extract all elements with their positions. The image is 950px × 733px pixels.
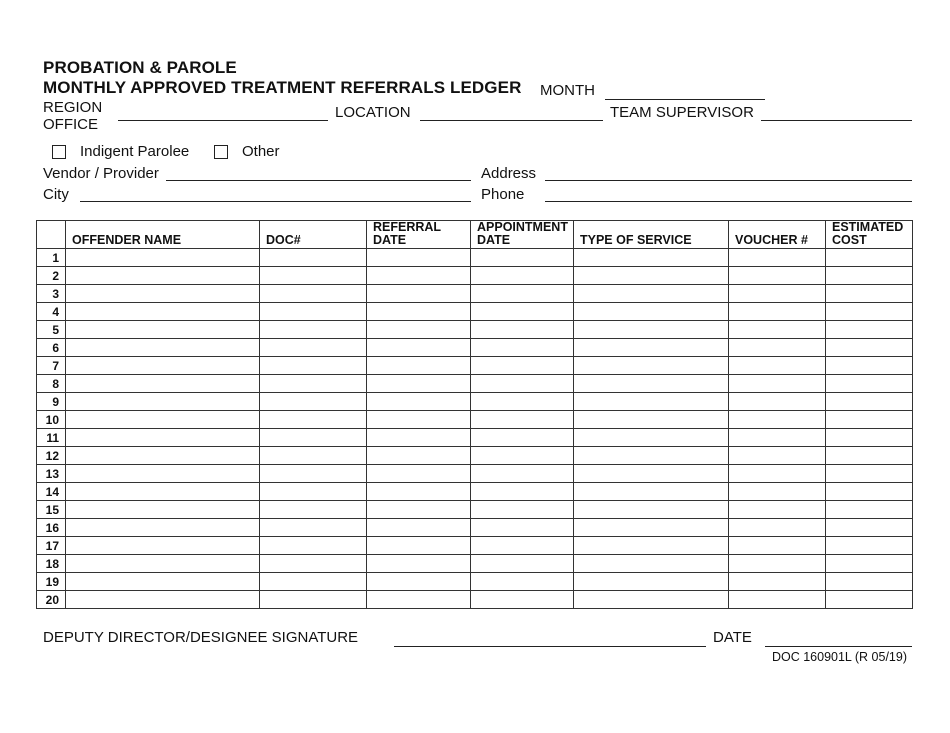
type-of-service-cell[interactable] bbox=[574, 357, 729, 375]
row-number: 20 bbox=[37, 591, 66, 609]
type-of-service-cell[interactable] bbox=[574, 285, 729, 303]
row-number: 10 bbox=[37, 411, 66, 429]
row-number: 8 bbox=[37, 375, 66, 393]
type-of-service-cell[interactable] bbox=[574, 501, 729, 519]
doc-number-cell[interactable] bbox=[260, 393, 367, 411]
row-number: 11 bbox=[37, 429, 66, 447]
type-of-service-cell[interactable] bbox=[574, 393, 729, 411]
row-number: 5 bbox=[37, 321, 66, 339]
voucher-number-cell[interactable] bbox=[729, 339, 826, 357]
type-of-service-cell[interactable] bbox=[574, 249, 729, 267]
table-row bbox=[37, 429, 913, 447]
form-title-line1: PROBATION & PAROLE bbox=[43, 58, 237, 77]
referral-date-cell[interactable] bbox=[367, 537, 471, 555]
table-row bbox=[37, 321, 913, 339]
appointment-date-cell[interactable] bbox=[471, 249, 574, 267]
row-number: 16 bbox=[37, 519, 66, 537]
table-row bbox=[37, 519, 913, 537]
row-number: 2 bbox=[37, 267, 66, 285]
form-title-line2: MONTHLY APPROVED TREATMENT REFERRALS LEDGER bbox=[43, 78, 522, 97]
referral-date-cell[interactable] bbox=[367, 321, 471, 339]
table-row bbox=[37, 483, 913, 501]
doc-number-cell[interactable] bbox=[260, 519, 367, 537]
referral-date-cell[interactable] bbox=[367, 555, 471, 573]
voucher-number-cell[interactable] bbox=[729, 429, 826, 447]
appointment-date-header bbox=[471, 221, 574, 249]
estimated-cost-cell[interactable] bbox=[826, 249, 913, 267]
table-row bbox=[37, 501, 913, 519]
type-of-service-cell[interactable] bbox=[574, 591, 729, 609]
appointment-date-cell[interactable] bbox=[471, 303, 574, 321]
location-label: LOCATION bbox=[335, 104, 411, 121]
vendor-provider-label: Vendor / Provider bbox=[43, 165, 159, 182]
row-number: 17 bbox=[37, 537, 66, 555]
appointment-date-cell[interactable] bbox=[471, 339, 574, 357]
appointment-date-cell[interactable] bbox=[471, 393, 574, 411]
column-header-text: APPOINTMENT bbox=[477, 220, 568, 234]
doc-number-cell[interactable] bbox=[260, 429, 367, 447]
table-body bbox=[37, 249, 913, 609]
voucher-number-cell[interactable] bbox=[729, 537, 826, 555]
date-field[interactable] bbox=[765, 646, 912, 647]
date-label: DATE bbox=[713, 629, 752, 646]
type-of-service-cell[interactable] bbox=[574, 465, 729, 483]
column-header-text: REFERRAL bbox=[373, 220, 442, 234]
estimated-cost-cell[interactable] bbox=[826, 267, 913, 285]
offender-name-cell[interactable] bbox=[66, 591, 260, 609]
column-header-text: TYPE OF SERVICE bbox=[580, 233, 692, 247]
appointment-date-cell[interactable] bbox=[471, 501, 574, 519]
appointment-date-cell[interactable] bbox=[471, 483, 574, 501]
offender-name-header bbox=[66, 221, 260, 249]
row-number: 13 bbox=[37, 465, 66, 483]
type-of-service-cell[interactable] bbox=[574, 429, 729, 447]
doc-number-cell[interactable] bbox=[260, 357, 367, 375]
offender-name-cell[interactable] bbox=[66, 339, 260, 357]
estimated-cost-cell[interactable] bbox=[826, 375, 913, 393]
form-code: DOC 160901L (R 05/19) bbox=[771, 650, 907, 664]
table-row bbox=[37, 591, 913, 609]
offender-name-cell[interactable] bbox=[66, 447, 260, 465]
row-number: 15 bbox=[37, 501, 66, 519]
referral-date-cell[interactable] bbox=[367, 411, 471, 429]
signature-field[interactable] bbox=[394, 646, 706, 647]
doc-number-cell[interactable] bbox=[260, 249, 367, 267]
doc-number-cell[interactable] bbox=[260, 411, 367, 429]
doc-number-header bbox=[260, 221, 367, 249]
phone-label: Phone bbox=[481, 186, 525, 203]
referral-date-cell[interactable] bbox=[367, 267, 471, 285]
voucher-number-cell[interactable] bbox=[729, 465, 826, 483]
offender-name-cell[interactable] bbox=[66, 411, 260, 429]
month-field[interactable] bbox=[605, 99, 765, 100]
voucher-number-cell[interactable] bbox=[729, 591, 826, 609]
offender-name-cell[interactable] bbox=[66, 537, 260, 555]
type-of-service-cell[interactable] bbox=[574, 519, 729, 537]
appointment-date-cell[interactable] bbox=[471, 537, 574, 555]
offender-name-cell[interactable] bbox=[66, 555, 260, 573]
doc-number-cell[interactable] bbox=[260, 591, 367, 609]
offender-name-cell[interactable] bbox=[66, 285, 260, 303]
table-header-row bbox=[37, 221, 913, 249]
offender-name-cell[interactable] bbox=[66, 429, 260, 447]
table-row bbox=[37, 357, 913, 375]
column-header-text: ESTIMATED bbox=[832, 220, 904, 234]
appointment-date-cell[interactable] bbox=[471, 357, 574, 375]
referral-date-cell[interactable] bbox=[367, 375, 471, 393]
vendor-provider-field[interactable] bbox=[166, 180, 471, 181]
row-number: 18 bbox=[37, 555, 66, 573]
row-number: 1 bbox=[37, 249, 66, 267]
referral-date-cell[interactable] bbox=[367, 501, 471, 519]
row-number: 14 bbox=[37, 483, 66, 501]
appointment-date-cell[interactable] bbox=[471, 573, 574, 591]
appointment-date-cell[interactable] bbox=[471, 429, 574, 447]
type-of-service-cell[interactable] bbox=[574, 411, 729, 429]
estimated-cost-cell[interactable] bbox=[826, 339, 913, 357]
voucher-number-cell[interactable] bbox=[729, 303, 826, 321]
referral-date-cell[interactable] bbox=[367, 447, 471, 465]
doc-number-cell[interactable] bbox=[260, 501, 367, 519]
estimated-cost-cell[interactable] bbox=[826, 555, 913, 573]
offender-name-cell[interactable] bbox=[66, 393, 260, 411]
referral-date-cell[interactable] bbox=[367, 519, 471, 537]
type-of-service-cell[interactable] bbox=[574, 267, 729, 285]
table-row bbox=[37, 267, 913, 285]
estimated-cost-cell[interactable] bbox=[826, 393, 913, 411]
appointment-date-cell[interactable] bbox=[471, 375, 574, 393]
voucher-number-cell[interactable] bbox=[729, 483, 826, 501]
voucher-number-cell[interactable] bbox=[729, 393, 826, 411]
appointment-date-cell[interactable] bbox=[471, 267, 574, 285]
estimated-cost-cell[interactable] bbox=[826, 411, 913, 429]
estimated-cost-cell[interactable] bbox=[826, 483, 913, 501]
voucher-number-cell[interactable] bbox=[729, 501, 826, 519]
table-row bbox=[37, 303, 913, 321]
column-header-text: COST bbox=[832, 233, 867, 247]
type-of-service-cell[interactable] bbox=[574, 339, 729, 357]
table-row bbox=[37, 339, 913, 357]
table-row bbox=[37, 375, 913, 393]
estimated-cost-cell[interactable] bbox=[826, 303, 913, 321]
column-header-text: OFFENDER NAME bbox=[72, 233, 182, 247]
estimated-cost-cell[interactable] bbox=[826, 591, 913, 609]
voucher-number-cell[interactable] bbox=[729, 447, 826, 465]
row-number: 19 bbox=[37, 573, 66, 591]
row-number: 9 bbox=[37, 393, 66, 411]
type-of-service-cell[interactable] bbox=[574, 303, 729, 321]
row-number: 6 bbox=[37, 339, 66, 357]
doc-number-cell[interactable] bbox=[260, 573, 367, 591]
type-of-service-header bbox=[574, 221, 729, 249]
estimated-cost-cell[interactable] bbox=[826, 465, 913, 483]
offender-name-cell[interactable] bbox=[66, 573, 260, 591]
type-of-service-cell[interactable] bbox=[574, 447, 729, 465]
offender-name-cell[interactable] bbox=[66, 483, 260, 501]
doc-number-cell[interactable] bbox=[260, 285, 367, 303]
estimated-cost-cell[interactable] bbox=[826, 429, 913, 447]
column-header-text: DATE bbox=[373, 233, 407, 247]
table-row bbox=[37, 573, 913, 591]
location-field[interactable] bbox=[420, 120, 603, 121]
other-label: Other bbox=[242, 143, 280, 160]
phone-field[interactable] bbox=[545, 201, 912, 202]
referral-date-cell[interactable] bbox=[367, 573, 471, 591]
offender-name-cell[interactable] bbox=[66, 501, 260, 519]
voucher-number-cell[interactable] bbox=[729, 321, 826, 339]
indigent-parolee-checkbox[interactable] bbox=[52, 145, 66, 159]
offender-name-cell[interactable] bbox=[66, 465, 260, 483]
region-office-field[interactable] bbox=[118, 120, 328, 121]
offender-name-cell[interactable] bbox=[66, 375, 260, 393]
appointment-date-cell[interactable] bbox=[471, 411, 574, 429]
address-label: Address bbox=[481, 165, 537, 182]
row-number: 3 bbox=[37, 285, 66, 303]
referral-date-cell[interactable] bbox=[367, 285, 471, 303]
estimated-cost-cell[interactable] bbox=[826, 519, 913, 537]
doc-number-cell[interactable] bbox=[260, 375, 367, 393]
table-row bbox=[37, 465, 913, 483]
voucher-number-cell[interactable] bbox=[729, 285, 826, 303]
appointment-date-cell[interactable] bbox=[471, 591, 574, 609]
team-supervisor-field[interactable] bbox=[761, 120, 912, 121]
appointment-date-cell[interactable] bbox=[471, 555, 574, 573]
doc-number-cell[interactable] bbox=[260, 303, 367, 321]
appointment-date-cell[interactable] bbox=[471, 447, 574, 465]
referral-date-cell[interactable] bbox=[367, 357, 471, 375]
signature-label: DEPUTY DIRECTOR/DESIGNEE SIGNATURE bbox=[43, 629, 359, 646]
offender-name-cell[interactable] bbox=[66, 519, 260, 537]
offender-name-cell[interactable] bbox=[66, 267, 260, 285]
estimated-cost-cell[interactable] bbox=[826, 573, 913, 591]
doc-number-cell[interactable] bbox=[260, 321, 367, 339]
estimated-cost-header bbox=[826, 221, 913, 249]
doc-number-cell[interactable] bbox=[260, 483, 367, 501]
address-field[interactable] bbox=[545, 180, 912, 181]
column-header-text: DATE bbox=[477, 233, 511, 247]
team-supervisor-label: TEAM SUPERVISOR bbox=[610, 104, 754, 121]
appointment-date-cell[interactable] bbox=[471, 321, 574, 339]
estimated-cost-cell[interactable] bbox=[826, 357, 913, 375]
table-row bbox=[37, 249, 913, 267]
appointment-date-cell[interactable] bbox=[471, 465, 574, 483]
type-of-service-cell[interactable] bbox=[574, 321, 729, 339]
voucher-number-cell[interactable] bbox=[729, 519, 826, 537]
type-of-service-cell[interactable] bbox=[574, 483, 729, 501]
referral-date-cell[interactable] bbox=[367, 429, 471, 447]
referral-date-cell[interactable] bbox=[367, 591, 471, 609]
voucher-number-cell[interactable] bbox=[729, 411, 826, 429]
table-row bbox=[37, 447, 913, 465]
voucher-number-cell[interactable] bbox=[729, 357, 826, 375]
referral-date-cell[interactable] bbox=[367, 339, 471, 357]
offender-name-cell[interactable] bbox=[66, 303, 260, 321]
estimated-cost-cell[interactable] bbox=[826, 285, 913, 303]
doc-number-cell[interactable] bbox=[260, 555, 367, 573]
doc-number-cell[interactable] bbox=[260, 465, 367, 483]
voucher-number-cell[interactable] bbox=[729, 555, 826, 573]
voucher-number-cell[interactable] bbox=[729, 573, 826, 591]
table-row bbox=[37, 393, 913, 411]
voucher-number-cell[interactable] bbox=[729, 267, 826, 285]
referral-date-cell[interactable] bbox=[367, 393, 471, 411]
doc-number-cell[interactable] bbox=[260, 339, 367, 357]
type-of-service-cell[interactable] bbox=[574, 555, 729, 573]
row-number-header bbox=[37, 221, 66, 249]
row-number: 12 bbox=[37, 447, 66, 465]
offender-name-cell[interactable] bbox=[66, 249, 260, 267]
estimated-cost-cell[interactable] bbox=[826, 321, 913, 339]
doc-number-cell[interactable] bbox=[260, 267, 367, 285]
referral-date-header bbox=[367, 221, 471, 249]
referrals-ledger-table bbox=[36, 220, 913, 609]
voucher-number-header bbox=[729, 221, 826, 249]
table-row bbox=[37, 537, 913, 555]
referral-date-cell[interactable] bbox=[367, 303, 471, 321]
region-office-label: REGION OFFICE bbox=[43, 99, 103, 133]
referral-date-cell[interactable] bbox=[367, 483, 471, 501]
doc-number-cell[interactable] bbox=[260, 447, 367, 465]
offender-name-cell[interactable] bbox=[66, 357, 260, 375]
row-number: 4 bbox=[37, 303, 66, 321]
referral-date-cell[interactable] bbox=[367, 249, 471, 267]
month-label: MONTH bbox=[540, 82, 595, 99]
type-of-service-cell[interactable] bbox=[574, 375, 729, 393]
row-number: 7 bbox=[37, 357, 66, 375]
offender-name-cell[interactable] bbox=[66, 321, 260, 339]
indigent-parolee-label: Indigent Parolee bbox=[80, 143, 190, 160]
type-of-service-cell[interactable] bbox=[574, 573, 729, 591]
voucher-number-cell[interactable] bbox=[729, 249, 826, 267]
table-row bbox=[37, 555, 913, 573]
appointment-date-cell[interactable] bbox=[471, 519, 574, 537]
column-header-text: DOC# bbox=[266, 233, 301, 247]
city-label: City bbox=[43, 186, 69, 203]
type-of-service-cell[interactable] bbox=[574, 537, 729, 555]
column-header-text: VOUCHER # bbox=[735, 233, 808, 247]
estimated-cost-cell[interactable] bbox=[826, 537, 913, 555]
table-row bbox=[37, 285, 913, 303]
doc-number-cell[interactable] bbox=[260, 537, 367, 555]
table-row bbox=[37, 411, 913, 429]
voucher-number-cell[interactable] bbox=[729, 375, 826, 393]
referral-date-cell[interactable] bbox=[367, 465, 471, 483]
appointment-date-cell[interactable] bbox=[471, 285, 574, 303]
estimated-cost-cell[interactable] bbox=[826, 501, 913, 519]
estimated-cost-cell[interactable] bbox=[826, 447, 913, 465]
city-field[interactable] bbox=[80, 201, 471, 202]
other-checkbox[interactable] bbox=[214, 145, 228, 159]
